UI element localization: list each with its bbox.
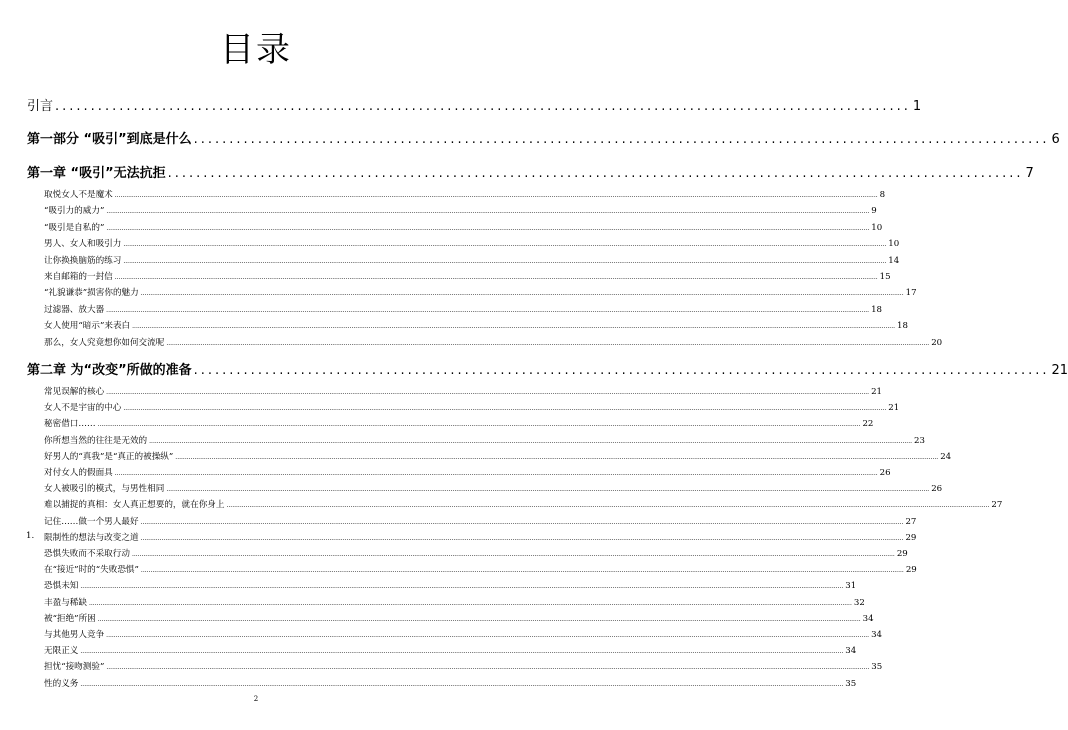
entry-page-number: 18 bbox=[897, 321, 908, 332]
entry-label: 女人被吸引的模式，与男性相同 bbox=[44, 484, 165, 495]
toc-subentry[interactable] bbox=[44, 270, 891, 283]
dot-leader: ................................................................................................................................................................................................................................................................................................................................................................................................................ bbox=[80, 583, 844, 591]
toc-entry-top[interactable] bbox=[27, 95, 922, 114]
entry-page-number: 14 bbox=[888, 255, 900, 266]
toc-subentry[interactable] bbox=[44, 303, 882, 316]
toc-subentry[interactable] bbox=[44, 547, 908, 560]
entry-page-number: 1 bbox=[912, 99, 922, 114]
entry-label: 恐惧失败而不采取行动 bbox=[44, 549, 130, 559]
toc-subentry[interactable] bbox=[44, 644, 857, 657]
dot-leader: ................................................................................................................................................................................................................................................................................................................................................................................................................ bbox=[175, 453, 939, 461]
toc-subentry[interactable] bbox=[44, 254, 900, 267]
entry-page-number: 35 bbox=[871, 662, 883, 673]
dot-leader: ................................................................................................................................................................................................................................................................................................................................................................................................................ bbox=[114, 470, 878, 477]
toc-subentry[interactable] bbox=[44, 482, 943, 495]
dot-leader: ................................................................................................................................................................................................................................................................................................................................................................................................................ bbox=[106, 306, 870, 314]
toc-subentry[interactable] bbox=[44, 401, 900, 414]
entry-label: 来自邮箱的一封信 bbox=[44, 272, 113, 282]
toc-subentry[interactable] bbox=[44, 466, 891, 479]
entry-label: 无限正义 bbox=[44, 646, 79, 657]
toc-entry-chapter[interactable] bbox=[27, 359, 1068, 378]
entry-page-number: 9 bbox=[871, 206, 877, 217]
toc-entry-top[interactable] bbox=[27, 128, 1060, 147]
dot-leader: ................................................................................................................................................................................................................................................................................................................................................................................................................ bbox=[166, 339, 930, 347]
entry-label: 记住……做一个男人最好 bbox=[44, 516, 139, 527]
toc-subentry[interactable] bbox=[44, 612, 874, 625]
entry-label: 你所想当然的往往是无效的 bbox=[44, 435, 148, 446]
dot-leader: ................................................................................................................................................................................................................................................................................................................................................................................................................ bbox=[131, 551, 895, 558]
entry-page-number: 7 bbox=[1025, 166, 1034, 181]
entry-page-number: 29 bbox=[905, 565, 917, 576]
dot-leader: ................................................................................................................................................................................................................................................................................................................................................................................................................ bbox=[123, 405, 887, 413]
dot-leader: ................................................................................................................................................................................................................................................................................................................................................................................................................ bbox=[114, 274, 878, 281]
entry-label: 过滤器、放大器 bbox=[44, 304, 105, 315]
entry-label: 引言 bbox=[27, 99, 54, 114]
entry-page-number: 34 bbox=[845, 646, 857, 657]
dot-leader: ................................................................................................................................................................................................................................................................................................................................................................................................................ bbox=[97, 421, 861, 429]
entry-label: 男人、女人和吸引力 bbox=[44, 239, 122, 250]
entry-page-number: 10 bbox=[871, 222, 883, 233]
entry-label: 在“接近”时的“失败恐惧” bbox=[44, 565, 139, 576]
dot-leader: ................................................................................................................................................................................................................................................................................................................................................................................................................ bbox=[140, 518, 904, 526]
toc-subentry[interactable] bbox=[44, 677, 857, 690]
toc-subentry[interactable] bbox=[44, 221, 883, 234]
entry-page-number: 18 bbox=[871, 304, 882, 315]
entry-page-number: 24 bbox=[940, 451, 952, 462]
toc-subentry[interactable] bbox=[44, 417, 874, 430]
toc-subentry[interactable] bbox=[44, 498, 1003, 511]
entry-label: 好男人的“真我”是“真正的被操纵” bbox=[44, 451, 174, 462]
entry-label: 担忧“接吻测验” bbox=[44, 662, 105, 673]
entry-label: 女人使用“暗示”来表白 bbox=[44, 321, 131, 332]
entry-label: 女人不是宇宙的中心 bbox=[44, 403, 122, 414]
dot-leader: ................................................................................................................................................................................................................................................................................................................................................................................................................ bbox=[88, 599, 852, 607]
entry-page-number: 21 bbox=[888, 403, 900, 414]
entry-page-number: 29 bbox=[896, 549, 908, 559]
toc-subentry[interactable] bbox=[44, 319, 908, 332]
entry-label: “吸引是自私的” bbox=[44, 222, 105, 233]
dot-leader: ................................................................................................................................................................................................................................................................................................................................................................................................................ bbox=[106, 389, 870, 396]
toc-subentry[interactable] bbox=[44, 596, 865, 609]
dot-leader: ................................................................................................................................................................................................................................................................................................................................................................................................................ bbox=[140, 567, 904, 575]
dot-leader: ................................................................................................................................................................................................................................................................................................................................................................................................................ bbox=[226, 502, 990, 510]
entry-label: 被“拒绝”所困 bbox=[44, 613, 96, 624]
toc-subentry[interactable] bbox=[44, 660, 883, 673]
dot-leader: ........................................................................................................................ bbox=[193, 132, 1050, 147]
entry-page-number: 31 bbox=[845, 581, 857, 592]
toc-subentry[interactable] bbox=[44, 579, 857, 592]
entry-page-number: 35 bbox=[845, 678, 857, 689]
dot-leader: ................................................................................................................................................................................................................................................................................................................................................................................................................ bbox=[140, 534, 904, 542]
entry-page-number: 21 bbox=[871, 387, 882, 397]
entry-label: 对付女人的假面具 bbox=[44, 468, 113, 478]
entry-page-number: 26 bbox=[931, 484, 943, 495]
dot-leader: ................................................................................................................................................................................................................................................................................................................................................................................................................ bbox=[106, 208, 870, 216]
dot-leader: ........................................................................................................................ bbox=[193, 363, 1050, 378]
dot-leader: ........................................................................................................................ bbox=[167, 166, 1024, 181]
entry-page-number: 15 bbox=[879, 272, 891, 282]
entry-label: 性的义务 bbox=[44, 678, 79, 689]
toc-subentry[interactable] bbox=[44, 385, 882, 398]
entry-page-number: 20 bbox=[931, 337, 943, 348]
entry-label: 第二章 为“改变”所做的准备 bbox=[27, 363, 192, 378]
dot-leader: ................................................................................................................................................................................................................................................................................................................................................................................................................ bbox=[80, 648, 844, 656]
toc-subentry[interactable] bbox=[44, 336, 943, 349]
entry-page-number: 21 bbox=[1051, 363, 1068, 378]
dot-leader: ................................................................................................................................................................................................................................................................................................................................................................................................................ bbox=[80, 680, 844, 688]
toc-entry-top[interactable] bbox=[27, 162, 1034, 181]
entry-label: 那么，女人究竟想你如何交流呢 bbox=[44, 337, 165, 348]
dot-leader: ................................................................................................................................................................................................................................................................................................................................................................................................................ bbox=[166, 486, 930, 494]
entry-label: 与其他男人竞争 bbox=[44, 630, 105, 640]
dot-leader: ................................................................................................................................................................................................................................................................................................................................................................................................................ bbox=[114, 192, 878, 199]
dot-leader: ................................................................................................................................................................................................................................................................................................................................................................................................................ bbox=[97, 615, 861, 623]
toc-subentry[interactable] bbox=[26, 530, 917, 544]
entry-label: “吸引力的威力” bbox=[44, 206, 105, 217]
entry-label: 难以捕捉的真相：女人真正想要的，就在你身上 bbox=[44, 500, 225, 511]
toc-subentry[interactable] bbox=[44, 628, 882, 641]
page-number: 2 bbox=[253, 695, 259, 703]
entry-label: 秘密借口…… bbox=[44, 419, 96, 430]
entry-page-number: 27 bbox=[991, 500, 1003, 511]
entry-page-number: 26 bbox=[879, 468, 891, 478]
entry-page-number: 23 bbox=[914, 435, 925, 446]
entry-label: 第一章 “吸引”无法抗拒 bbox=[27, 166, 166, 181]
entry-page-number: 22 bbox=[862, 419, 874, 430]
toc-subentry[interactable] bbox=[44, 450, 952, 463]
entry-page-number: 8 bbox=[879, 190, 886, 200]
entry-page-number: 34 bbox=[862, 613, 874, 624]
entry-page-number: 29 bbox=[905, 532, 917, 543]
entry-label: 第一部分 “吸引”到底是什么 bbox=[27, 132, 192, 147]
toc-subentry[interactable] bbox=[44, 204, 877, 217]
dot-leader: ................................................................................................................................................................................................................................................................................................................................................................................................................ bbox=[140, 290, 904, 298]
entry-label: “礼貌谦恭”损害你的魅力 bbox=[44, 288, 139, 299]
dot-leader: ................................................................................................................................................................................................................................................................................................................................................................................................................ bbox=[123, 257, 887, 265]
toc-subentry[interactable] bbox=[44, 563, 917, 576]
toc-subentry[interactable] bbox=[44, 434, 925, 447]
entry-page-number: 34 bbox=[871, 630, 882, 640]
toc-subentry[interactable] bbox=[44, 237, 900, 250]
entry-label: 恐惧未知 bbox=[44, 581, 79, 592]
page-title: 目录 bbox=[220, 30, 292, 70]
entry-label: 让你换换脑筋的练习 bbox=[44, 255, 122, 266]
entry-label: 常见误解的核心 bbox=[44, 387, 105, 397]
entry-label: 丰盈与稀缺 bbox=[44, 597, 87, 608]
dot-leader: ................................................................................................................................................................................................................................................................................................................................................................................................................ bbox=[106, 664, 870, 672]
toc-subentry[interactable] bbox=[44, 188, 886, 201]
entry-number: 1. bbox=[26, 530, 35, 541]
entry-label: 取悦女人不是魔术 bbox=[44, 190, 113, 200]
dot-leader: ................................................................................................................................................................................................................................................................................................................................................................................................................ bbox=[106, 224, 870, 232]
entry-page-number: 27 bbox=[905, 516, 917, 527]
dot-leader: ................................................................................................................................................................................................................................................................................................................................................................................................................ bbox=[132, 323, 896, 331]
entry-page-number: 10 bbox=[888, 239, 900, 250]
entry-page-number: 17 bbox=[905, 288, 917, 299]
entry-page-number: 32 bbox=[853, 597, 865, 608]
dot-leader: ................................................................................................................................................................................................................................................................................................................................................................................................................ bbox=[106, 632, 870, 639]
toc-subentry[interactable] bbox=[44, 515, 917, 528]
entry-label: 限制性的想法与改变之道 bbox=[44, 532, 139, 543]
dot-leader: ................................................................................................................................................................................................................................................................................................................................................................................................................ bbox=[123, 241, 887, 249]
dot-leader: ................................................................................................................................................................................................................................................................................................................................................................................................................ bbox=[149, 437, 913, 445]
toc-subentry[interactable] bbox=[44, 286, 917, 299]
dot-leader: ........................................................................................................................ bbox=[55, 99, 911, 114]
entry-page-number: 6 bbox=[1051, 132, 1060, 147]
